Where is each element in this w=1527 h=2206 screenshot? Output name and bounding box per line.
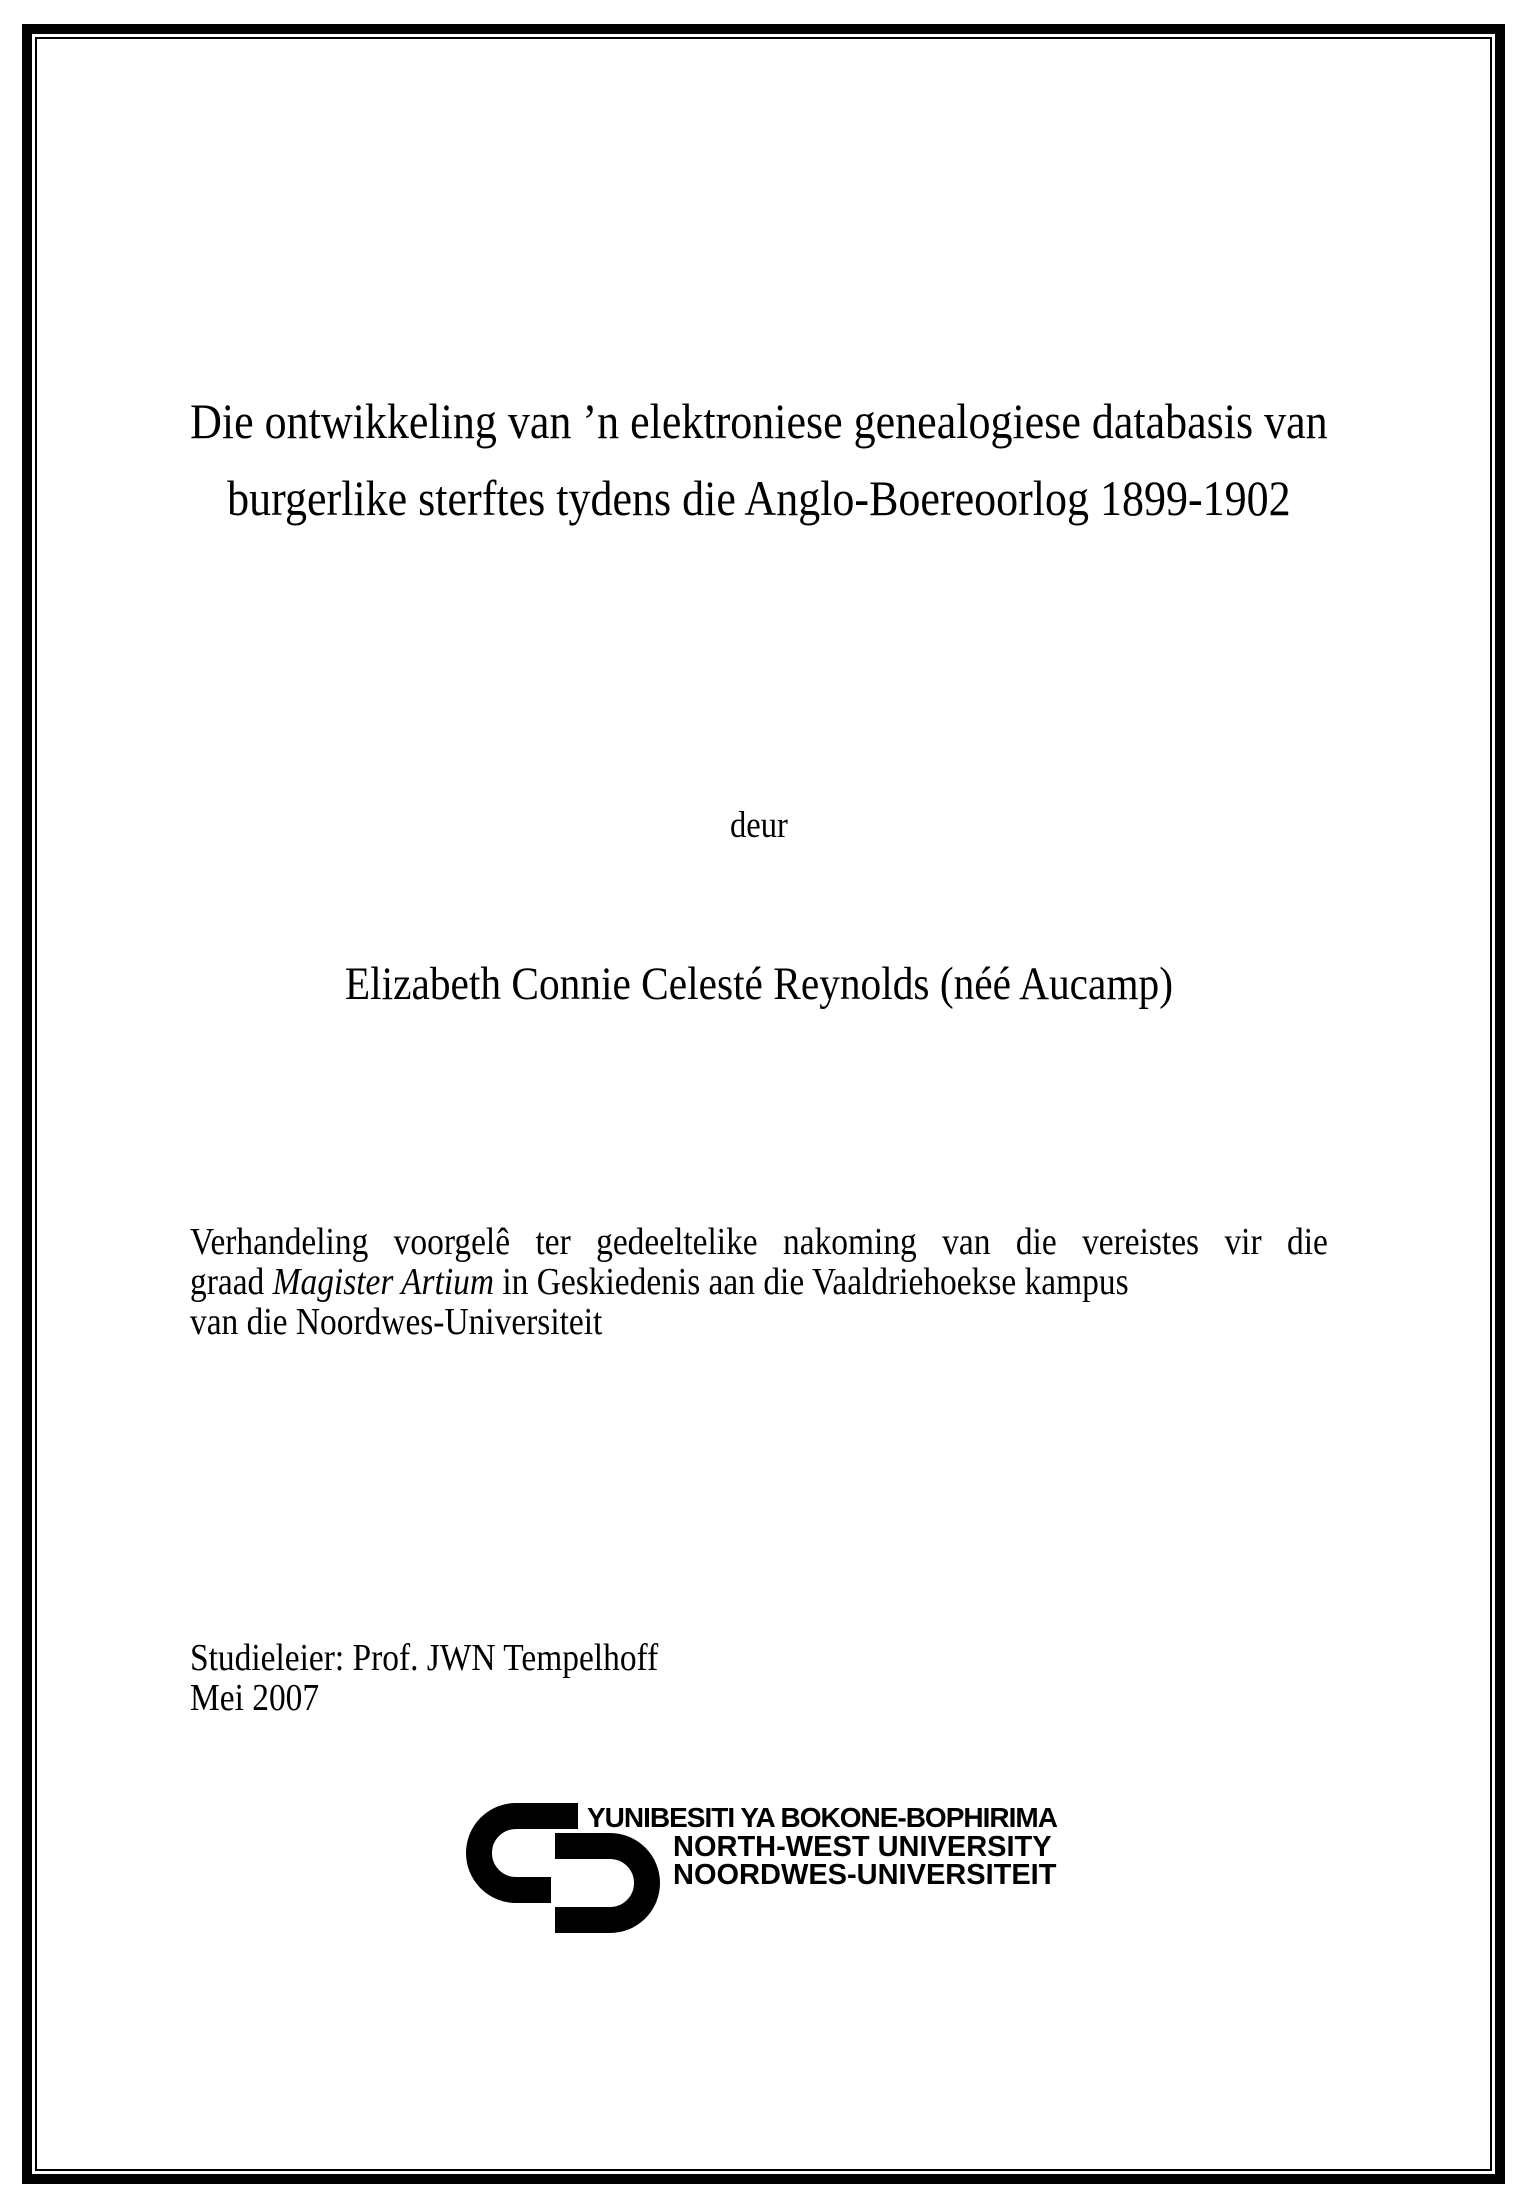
- byline-deur: deur: [729, 805, 788, 846]
- thesis-note-line-1: Verhandeling voorgelê ter gedeeltelike nakoming van die vereistes vir die: [190, 1221, 1328, 1263]
- nwu-logo-text-afrikaans: NOORDWES-UNIVERSITEIT: [673, 1859, 1057, 1891]
- thesis-note-line-3: van die Noordwes-Universiteit: [190, 1301, 603, 1343]
- thesis-title-line-2: burgerlike sterftes tydens die Anglo-Boereoorlog 1899-1902: [227, 470, 1291, 526]
- author-name: Elizabeth Connie Celesté Reynolds (néé Aucamp): [344, 958, 1173, 1010]
- thesis-note: [190, 1222, 1328, 1342]
- thesis-note-degree-name: Magister Artium: [272, 1261, 495, 1303]
- supervisor-line: Studieleier: Prof. JWN Tempelhoff: [190, 1637, 659, 1679]
- nwu-logo-text-setswana: YUNIBESITI YA BOKONE-BOPHIRIMA: [587, 1802, 1057, 1833]
- thesis-title-line-1: Die ontwikkeling van ’n elektroniese genealogiese databasis van: [190, 393, 1328, 449]
- thesis-note-line-2: [190, 1262, 1328, 1302]
- date-line: Mei 2007: [190, 1677, 320, 1719]
- supervisor-block: [190, 1638, 1328, 1718]
- thesis-title: [190, 383, 1328, 537]
- thesis-note-line-2-pre: graad: [190, 1261, 273, 1303]
- thesis-note-line-2-post: in Geskiedenis aan die Vaaldriehoekse kampus: [494, 1261, 1129, 1303]
- nwu-logo-text-english: NORTH-WEST UNIVERSITY: [673, 1831, 1052, 1863]
